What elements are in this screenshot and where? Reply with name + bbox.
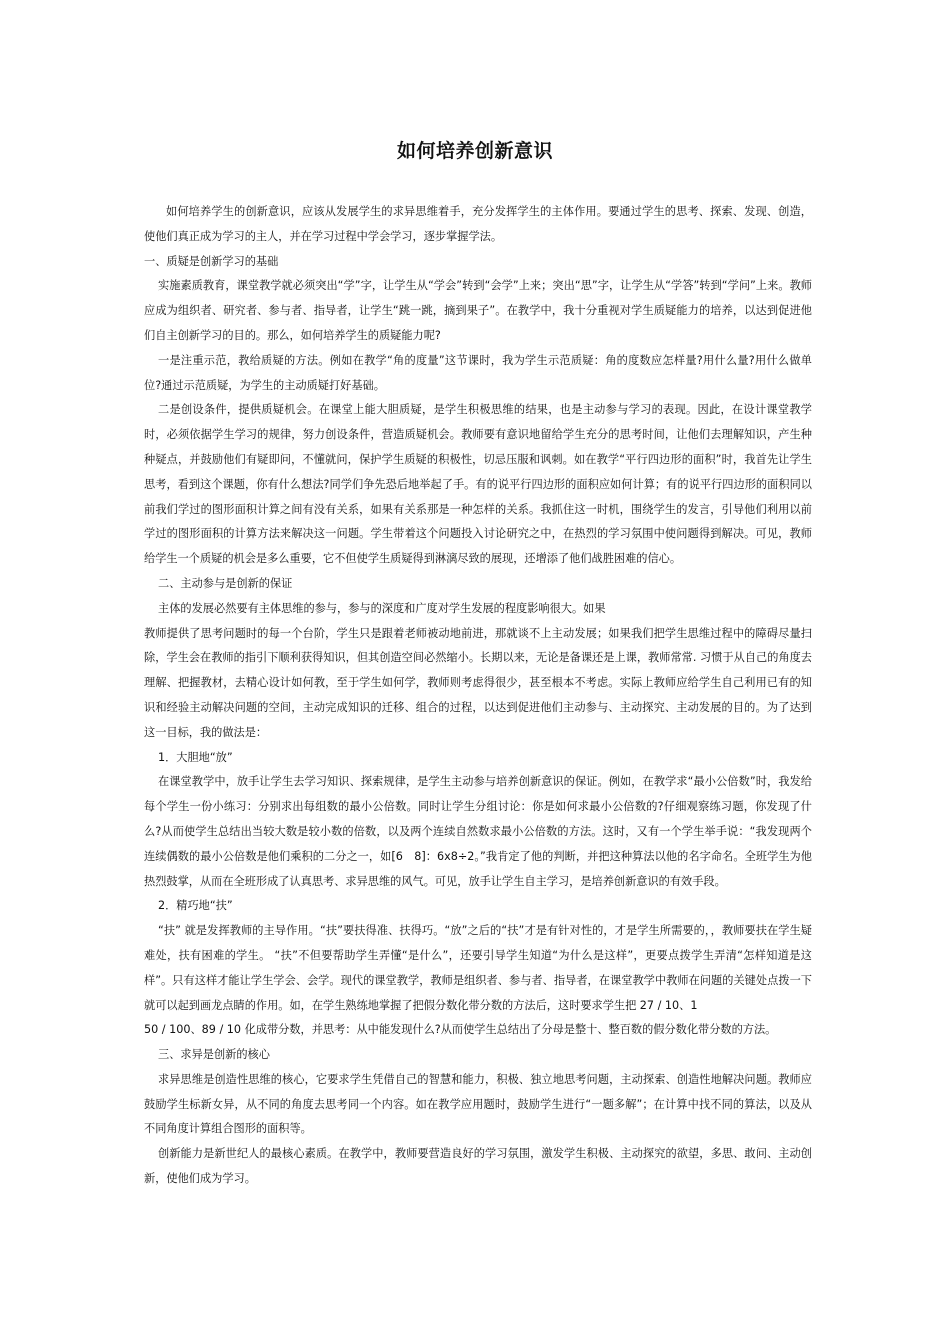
paragraph: 二是创设条件，提供质疑机会。在课堂上能大胆质疑，是学生积极思维的结果，也是主动参与学习的表现。因此，在设计课堂教学时，必须依据学生学习的规律，努力创设条件，营造质疑机会。教师要有意识地留给学生充分的思考时间，让他们去理解知识，产生种种疑点，并鼓励他们有疑即问，不懂就问，保护学生质疑的积极性，切忌压服和讽刺。如在教学“平行四边形的面积”时，我首先让学生思考，看到这个课题，你有什么想法?同学们争先恐后地举起了手。有的说平行四边形的面积应如何计算；有的说平行四边形的面积同以前我们学过的图形面积计算之间有没有关系，如果有关系那是一种怎样的关系。我抓住这一时机，围绕学生的发言，引导他们利用以前学过的图形面积的计算方法来解决这一问题。学生带着这个问题投入讨论研究之中，在热烈的学习氛围中使问题得到解决。可见，教师给学生一个质疑的机会是多么重要，它不但使学生质疑得到淋漓尽致的展现，还增添了他们战胜困难的信心。 [144, 403, 812, 566]
paragraph: 在课堂教学中，放手让学生去学习知识、探索规律，是学生主动参与培养创新意识的保证。例如，在教学求“最小公倍数”时，我发给每个学生一份小练习：分别求出每组数的最小公倍数。同时让学生分组讨论：你是如何求最小公倍数的?仔细观察练习题，你发现了什么?从而使学生总结出当较大数是较小数的倍数，以及两个连续自然数求最小公倍数的方法。这时，又有一个学生举手说：“我发现两个连续偶数的最小公倍数是他们乘积的二分之一，如[6 8]：6x8÷2。”我肯定了他的判断，并把这种算法以他的名字命名。全班学生为他热烈鼓掌，从而在全班形成了认真思考、求异思维的风气。可见，放手让学生自主学习，是培养创新意识的有效手段。 [144, 775, 812, 888]
paragraph: 三、求异是创新的核心 [158, 1048, 270, 1062]
paragraph: 主体的发展必然要有主体思维的参与，参与的深度和广度对学生发展的程度影响很大。如果 [158, 601, 606, 615]
paragraph: “扶” 就是发挥教师的主导作用。“扶”要扶得准、扶得巧。“放”之后的“扶”才是有针对性的，才是学生所需要的，，教师要扶在学生疑难处，扶有困难的学生。 “扶”不但要帮助学生弄懂“是什么”，还要引导学生知道“为什么是这样”，更要点拨学生弄清“怎样知道是这样”。只有这样才能让学生学会、会学。现代的课堂教学，教师是组织者、参与者、指导者，在课堂教学中教师在问题的关键处点拨一下就可以起到画龙点睛的作用。如，在学生熟练地掌握了把假分数化带分数的方法后，这时要求学生把 27 / 10、1 [144, 924, 812, 1012]
paragraph: 如何培养学生的创新意识，应该从发展学生的求异思维着手，充分发挥学生的主体作用。要通过学生的思考、探索、发现、创造，使他们真正成为学习的主人，并在学习过程中学会学习，逐步掌握学法。 [144, 205, 812, 243]
paragraph: 实施素质教育，课堂教学就必须突出“学”字，让学生从“学会”转到“会学”上来；突出“思”字，让学生从“学答”转到“学问”上来。教师应成为组织者、研究者、参与者、指导者，让学生“跳一跳，摘到果子”。在教学中，我十分重视对学生质疑能力的培养，以达到促进他们自主创新学习的目的。那么，如何培养学生的质疑能力呢? [144, 279, 812, 342]
paragraph: 教师提供了思考问题时的每一个台阶，学生只是跟着老师被动地前进，那就谈不上主动发展；如果我们把学生思维过程中的障碍尽量扫除，学生会在教师的指引下顺利获得知识，但其创造空间必然缩小。长期以来，无论是备课还是上课，教师常常. 习惯于从自己的角度去理解、把握教材，去精心设计如何教，至于学生如何学，教师则考虑得很少，甚至根本不考虑。实际上教师应给学生自己利用已有的知识和经验主动解决问题的空间，主动完成知识的迁移、组合的过程，以达到促进他们主动参与、主动探究、主动发展的目的。为了达到这一目标，我的做法是： [144, 626, 812, 739]
paragraph: 一是注重示范，教给质疑的方法。例如在教学“角的度量”这节课时，我为学生示范质疑：角的度数应怎样量?用什么量?用什么做单位?通过示范质疑，为学生的主动质疑打好基础。 [144, 353, 812, 392]
document-body [144, 200, 812, 1192]
paragraph: 50 / 100、89 / 10 化成带分数，并思考：从中能发现什么?从而使学生总结出了分母是整十、整百数的假分数化带分数的方法。 [144, 1023, 777, 1037]
section-heading: 一、质疑是创新学习的基础 [144, 254, 279, 268]
paragraph: 2．精巧地“扶” [158, 899, 233, 913]
paragraph: 创新能力是新世纪人的最核心素质。在教学中，教师要营造良好的学习氛围，激发学生积极、主动探究的欲望，多思、敢问、主动创新，使他们成为学习。 [144, 1147, 812, 1186]
paragraph: 求异思维是创造性思维的核心，它要求学生凭借自己的智慧和能力，积极、独立地思考问题，主动探索、创造性地解决问题。教师应鼓励学生标新女异，从不同的角度去思考同一个内容。如在教学应用题时，鼓励学生进行“一题多解”；在计算中找不同的算法，以及从不同角度计算组合图形的面积等。 [144, 1072, 812, 1136]
paragraph: 二、主动参与是创新的保证 [158, 576, 293, 590]
document-title: 如何培养创新意识 [396, 140, 553, 162]
paragraph: 1．大胆地“放” [158, 750, 233, 764]
